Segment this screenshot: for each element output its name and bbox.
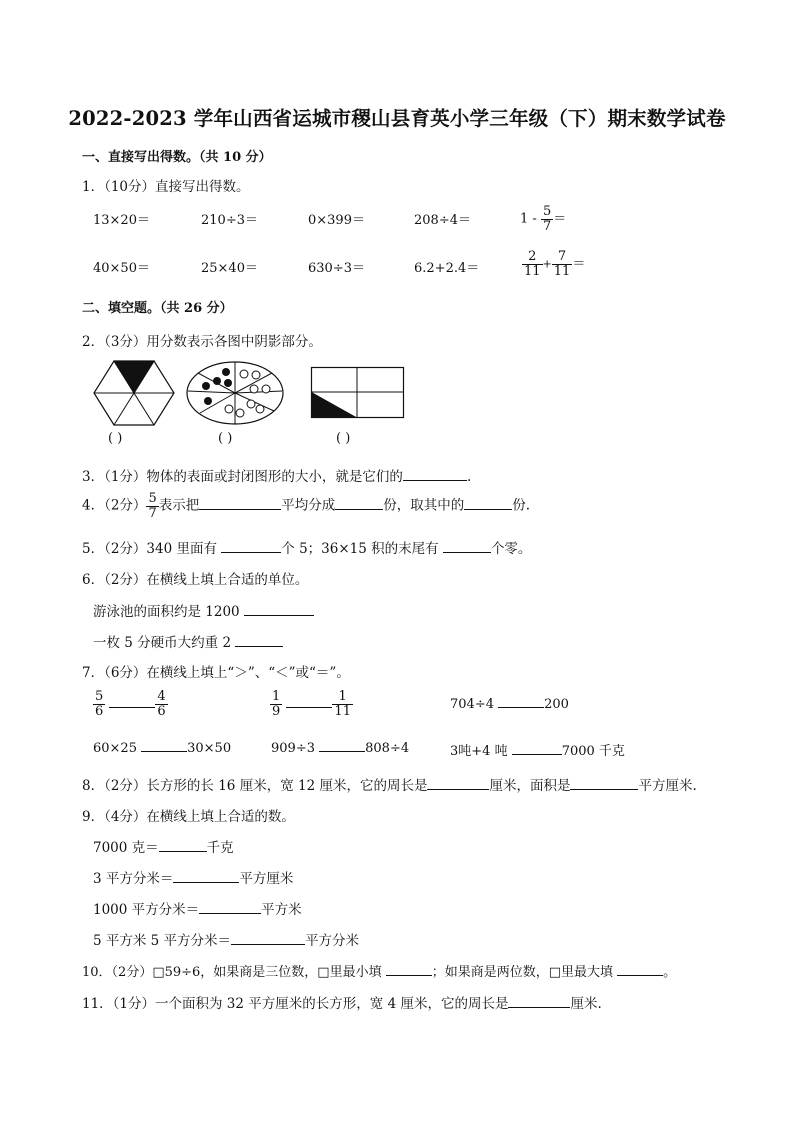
fill-blank[interactable] xyxy=(508,996,570,1008)
denominator: 6 xyxy=(157,703,166,719)
fraction xyxy=(146,492,158,520)
calc-item: 6.2+2.4＝ xyxy=(414,261,480,276)
compare-item xyxy=(450,696,569,712)
calc-item: 0×399＝ xyxy=(308,213,365,228)
question-8-text: 厘米，面积是 xyxy=(489,778,571,794)
calc-prefix: 1 - xyxy=(520,211,537,227)
fraction xyxy=(93,690,105,718)
question-11-text: 11．（1分）一个面积为 32 平方厘米的长方形，宽 4 厘米，它的周长是 xyxy=(82,996,509,1012)
fill-blank[interactable] xyxy=(141,740,187,752)
equals: ＝ xyxy=(572,256,586,272)
calc-item: 210÷3＝ xyxy=(201,213,258,228)
fill-blank[interactable] xyxy=(199,902,261,914)
question-6-line-2 xyxy=(93,631,283,651)
question-9-text: 1000 平方分米＝ xyxy=(93,902,200,918)
compare-right: 30×50 xyxy=(187,741,232,756)
denominator: 11 xyxy=(553,263,571,279)
fill-blank[interactable] xyxy=(464,498,512,510)
rectangle-figure xyxy=(311,367,405,419)
fraction xyxy=(552,250,573,278)
fill-blank[interactable] xyxy=(159,840,207,852)
calc-item: 25×40＝ xyxy=(201,261,258,276)
compare-item xyxy=(450,740,625,759)
question-9-unit: 平方厘米 xyxy=(239,871,294,887)
denominator: 6 xyxy=(95,703,104,719)
question-9-line xyxy=(93,836,234,856)
question-4-text: 表示把 xyxy=(158,497,200,514)
hexagon-figure xyxy=(94,360,176,426)
question-6-stem: 6．（2分）在横线上填上合适的单位。 xyxy=(82,572,309,588)
fill-blank[interactable] xyxy=(617,964,663,976)
question-1-stem: 1．（10分）直接写出得数。 xyxy=(82,179,250,195)
fill-blank[interactable] xyxy=(221,541,281,553)
answer-blank-3[interactable]: ( ) xyxy=(336,431,351,446)
question-4 xyxy=(82,492,530,520)
question-9-unit: 平方分米 xyxy=(305,933,360,949)
question-2-stem: 2．（3分）用分数表示各图中阴影部分。 xyxy=(82,334,322,350)
fraction xyxy=(522,250,543,278)
question-5-text: 5．（2分）340 里面有 xyxy=(82,541,217,557)
question-8-text: 8．（2分）长方形的长 16 厘米，宽 12 厘米，它的周长是 xyxy=(82,778,428,794)
numerator: 7 xyxy=(557,249,567,264)
compare-left: 909÷3 xyxy=(271,741,315,756)
fill-blank[interactable] xyxy=(235,635,283,647)
page-title: 2022-2023 学年山西省运城市稷山县育英小学三年级（下）期末数学试卷 xyxy=(68,107,726,130)
compare-item xyxy=(271,740,409,756)
fill-blank[interactable] xyxy=(109,696,155,708)
fill-blank[interactable] xyxy=(427,778,489,790)
denominator: 7 xyxy=(148,505,157,521)
fill-blank[interactable] xyxy=(512,743,562,755)
compare-left: 3吨+4 吨 xyxy=(450,744,508,759)
question-9-text: 3 平方分米＝ xyxy=(93,871,174,887)
section-heading-1: 一、直接写出得数。（共 10 分） xyxy=(82,150,272,165)
fill-blank[interactable] xyxy=(199,498,281,510)
question-3-end: . xyxy=(466,469,472,485)
denominator: 11 xyxy=(334,703,351,719)
question-10-text: 。 xyxy=(663,965,677,980)
question-11 xyxy=(82,992,602,1012)
question-7-stem: 7．（6分）在横线上填上“＞”、“＜”或“＝”。 xyxy=(82,665,350,681)
plus-sign: + xyxy=(542,257,552,271)
question-5-text: 个零。 xyxy=(490,541,532,557)
numerator: 5 xyxy=(95,689,104,704)
calc-item-fraction xyxy=(520,205,566,233)
question-6-line-1 xyxy=(93,600,314,620)
question-9-line xyxy=(93,867,293,887)
denominator: 7 xyxy=(542,218,552,234)
compare-item xyxy=(270,690,353,718)
question-5-text: 个 5；36×15 积的末尾有 xyxy=(281,541,439,557)
compare-right: 7000 千克 xyxy=(561,744,625,759)
question-4-text: 份. xyxy=(512,497,531,514)
fill-blank[interactable] xyxy=(286,696,332,708)
compare-right: 808÷4 xyxy=(365,741,410,756)
question-6-text: 游泳池的面积约是 1200 xyxy=(93,604,240,620)
question-11-text: 厘米. xyxy=(570,996,602,1012)
question-9-line xyxy=(93,898,302,918)
equals: ＝ xyxy=(553,211,567,227)
question-9-stem: 9．（4分）在横线上填上合适的数。 xyxy=(82,809,295,825)
question-5 xyxy=(82,537,531,557)
fill-blank[interactable] xyxy=(231,933,305,945)
compare-item xyxy=(93,740,231,756)
fill-blank[interactable] xyxy=(498,696,544,708)
numerator: 4 xyxy=(157,689,166,704)
calc-item: 208÷4＝ xyxy=(414,213,471,228)
question-9-unit: 平方米 xyxy=(261,902,302,918)
section-heading-2: 二、填空题。（共 26 分） xyxy=(82,301,233,316)
answer-blank-2[interactable]: ( ) xyxy=(218,431,233,446)
fill-blank[interactable] xyxy=(443,541,491,553)
answer-blank-1[interactable]: ( ) xyxy=(108,431,123,446)
question-4-prefix: 4．（2分） xyxy=(82,497,147,514)
compare-item xyxy=(93,690,168,718)
oval-dots-figure xyxy=(186,361,284,425)
fraction xyxy=(332,690,353,718)
question-6-text: 一枚 5 分硬币大约重 2 xyxy=(93,635,232,651)
fill-blank[interactable] xyxy=(335,498,383,510)
question-10 xyxy=(82,961,676,980)
question-4-text: 平均分成 xyxy=(281,497,336,514)
fill-blank[interactable] xyxy=(173,871,239,883)
fill-blank[interactable] xyxy=(403,469,467,481)
fill-blank[interactable] xyxy=(244,604,314,616)
denominator: 9 xyxy=(272,703,281,719)
fraction xyxy=(541,205,553,233)
question-9-text: 5 平方米 5 平方分米＝ xyxy=(93,933,232,949)
fraction xyxy=(155,690,167,718)
calc-item: 630÷3＝ xyxy=(308,261,365,276)
numerator: 1 xyxy=(272,689,281,704)
numerator: 5 xyxy=(542,204,552,219)
question-10-text: ；如果商是两位数，□里最大填 xyxy=(431,965,614,980)
fraction xyxy=(270,690,282,718)
question-10-text: 10．（2分）□59÷6，如果商是三位数，□里最小填 xyxy=(82,965,382,980)
fill-blank[interactable] xyxy=(386,964,432,976)
question-9-line xyxy=(93,929,359,949)
question-8-text: 平方厘米. xyxy=(638,778,697,794)
denominator: 11 xyxy=(524,263,541,279)
question-4-text: 份，取其中的 xyxy=(383,497,465,514)
numerator: 2 xyxy=(528,249,537,264)
compare-left: 704÷4 xyxy=(450,697,494,712)
question-9-text: 7000 克＝ xyxy=(93,840,159,856)
question-3 xyxy=(82,465,471,485)
fill-blank[interactable] xyxy=(319,740,365,752)
calc-item: 40×50＝ xyxy=(93,261,150,276)
question-8 xyxy=(82,774,697,794)
question-9-unit: 千克 xyxy=(206,840,234,856)
fill-blank[interactable] xyxy=(570,778,638,790)
compare-right: 200 xyxy=(544,697,569,712)
question-3-text: 3．（1分）物体的表面或封闭图形的大小，就是它们的 xyxy=(82,469,403,485)
numerator: 1 xyxy=(338,689,347,704)
calc-item: 13×20＝ xyxy=(93,213,150,228)
numerator: 5 xyxy=(148,491,157,506)
calc-item-fraction-sum xyxy=(522,250,585,278)
compare-left: 60×25 xyxy=(93,741,137,756)
